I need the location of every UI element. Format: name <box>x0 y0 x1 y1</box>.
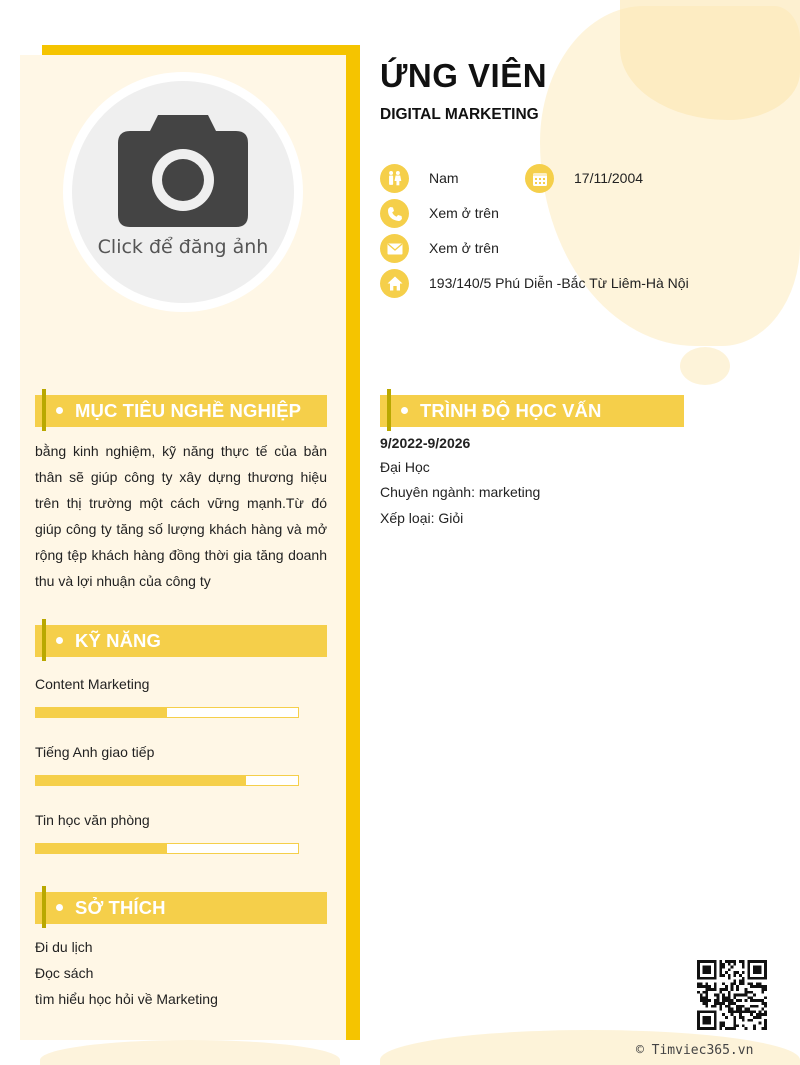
gender-value: Nam <box>429 170 459 186</box>
skill-bar <box>35 843 299 854</box>
left-column-accent <box>344 45 360 1040</box>
section-header-education <box>380 395 684 427</box>
calendar-icon <box>525 164 554 193</box>
skill-name: Content Marketing <box>35 676 150 692</box>
section-title: MỤC TIÊU NGHỀ NGHIỆP <box>75 400 302 421</box>
skill-name: Tiếng Anh giao tiếp <box>35 744 155 760</box>
hobby-item: Đi du lịch <box>35 939 93 955</box>
birthday-value: 17/11/2004 <box>574 170 644 186</box>
section-header-objective <box>35 395 327 427</box>
section-title: TRÌNH ĐỘ HỌC VẤN <box>420 400 602 421</box>
skill-bar-fill <box>36 844 167 853</box>
education-period: 9/2022-9/2026 <box>380 435 471 451</box>
hobby-item: Đọc sách <box>35 965 94 981</box>
phone-value: Xem ở trên <box>429 205 499 221</box>
email-icon <box>380 234 409 263</box>
bullet-icon <box>401 407 408 414</box>
bullet-icon <box>56 904 63 911</box>
skill-bar-fill <box>36 776 246 785</box>
bullet-icon <box>56 637 63 644</box>
camera-icon <box>118 115 248 227</box>
section-marker <box>387 389 391 431</box>
section-marker <box>42 619 46 661</box>
candidate-name: ỨNG VIÊN <box>380 57 548 94</box>
skill-name: Tin học văn phòng <box>35 812 150 828</box>
phone-icon <box>380 199 409 228</box>
gender-icon <box>380 164 409 193</box>
education-major: Chuyên ngành: marketing <box>380 484 541 500</box>
background-shape <box>680 347 730 385</box>
education-grade: Xếp loại: Giỏi <box>380 510 464 526</box>
upload-photo-label[interactable]: Click để đăng ảnh <box>97 236 269 258</box>
job-position: DIGITAL MARKETING <box>380 106 539 123</box>
section-header-skills <box>35 625 327 657</box>
skill-bar-fill <box>36 708 167 717</box>
section-title: KỸ NĂNG <box>75 630 162 651</box>
hobby-item: tìm hiểu học hỏi về Marketing <box>35 991 218 1007</box>
section-marker <box>42 389 46 431</box>
address-value: 193/140/5 Phú Diễn -Bắc Từ Liêm-Hà Nội <box>429 275 689 291</box>
bullet-icon <box>56 407 63 414</box>
section-marker <box>42 886 46 928</box>
skill-bar <box>35 775 299 786</box>
skill-bar <box>35 707 299 718</box>
qr-code <box>697 960 767 1030</box>
education-level: Đại Học <box>380 459 430 475</box>
footer-brand: © Timviec365.vn <box>636 1043 754 1058</box>
home-icon <box>380 269 409 298</box>
section-header-hobbies <box>35 892 327 924</box>
email-value: Xem ở trên <box>429 240 499 256</box>
objective-text: bằng kinh nghiệm, kỹ năng thực tế của bản thân sẽ giúp công ty xây dựng thương hiệu trên thị trường một cách vững mạnh.Từ đó giúp công ty tăng số lượng khách hàng và mở rộng tệp khách hàng đồng thời gia tăng doanh thu và lợi nhuận của công ty <box>35 443 327 589</box>
section-title: SỞ THÍCH <box>75 897 166 918</box>
background-shape <box>40 1040 340 1065</box>
